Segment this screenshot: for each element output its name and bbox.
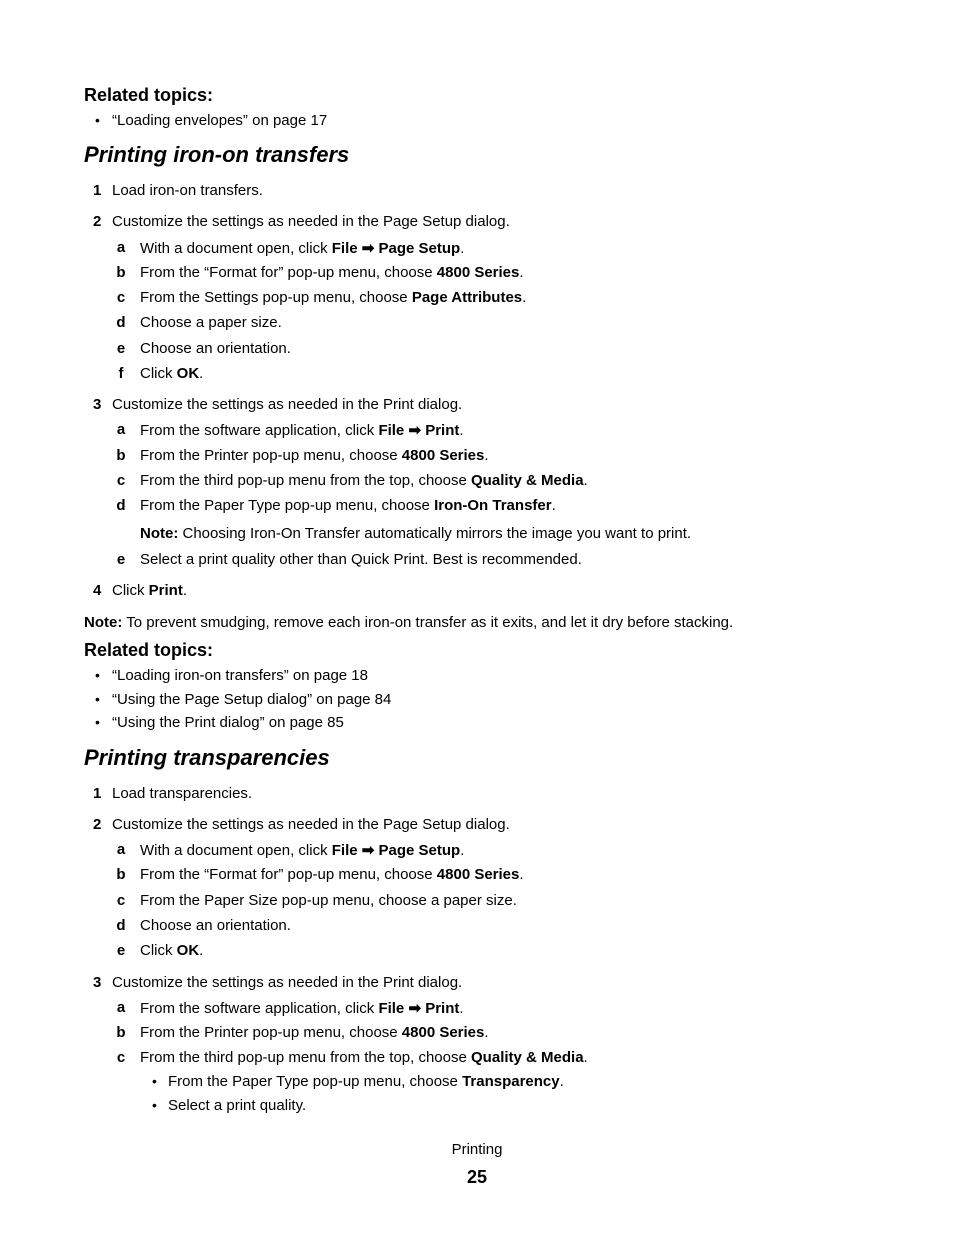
step-text: Customize the settings as needed in the Print dialog.	[112, 974, 463, 991]
substep-letter: b	[116, 1024, 126, 1041]
substep-letter: e	[116, 340, 126, 357]
substep-letter: b	[116, 264, 126, 281]
section-title: Printing transparencies	[84, 745, 330, 770]
substep-text: Choose an orientation.	[140, 340, 291, 357]
substep-letter: a	[116, 999, 126, 1016]
substep-letter: f	[118, 365, 124, 382]
step-number: 4	[93, 582, 102, 599]
step-text: Load iron-on transfers.	[112, 182, 263, 199]
related-link[interactable]: “Loading envelopes” on page 17	[112, 112, 328, 129]
substep-text: With a document open, click File ➡ Page Setup.	[140, 842, 465, 859]
substep-letter: c	[116, 1049, 126, 1066]
step-number: 2	[93, 816, 102, 833]
substep-letter: d	[116, 497, 126, 514]
bullet-icon: •	[152, 1073, 157, 1089]
substep-text: From the Printer pop-up menu, choose 4800 Series.	[140, 1024, 489, 1041]
bullet-text: Select a print quality.	[168, 1097, 307, 1114]
bullet-icon: •	[95, 714, 100, 730]
substep-letter: a	[116, 841, 126, 858]
step-number: 1	[93, 785, 102, 802]
substep-text: From the “Format for” pop-up menu, choose 4800 Series.	[140, 264, 524, 281]
arrow-right-icon: ➡	[361, 240, 375, 257]
substep-letter: c	[116, 472, 126, 489]
related-topics-heading: Related topics:	[84, 640, 214, 660]
note: Note: Choosing Iron-On Transfer automatically mirrors the image you want to print.	[140, 525, 692, 542]
substep-text: From the “Format for” pop-up menu, choose 4800 Series.	[140, 866, 524, 883]
substep-text: From the Printer pop-up menu, choose 4800 Series.	[140, 447, 489, 464]
substep-letter: a	[116, 421, 126, 438]
footer-label: Printing	[451, 1141, 503, 1158]
substep-text: From the Paper Size pop-up menu, choose a paper size.	[140, 892, 517, 909]
substep-letter: e	[116, 942, 126, 959]
substep-text: Select a print quality other than Quick Print. Best is recommended.	[140, 551, 582, 568]
section-title: Printing iron-on transfers	[84, 142, 350, 167]
step-text: Click Print.	[112, 582, 188, 599]
substep-text: From the Paper Type pop-up menu, choose Iron-On Transfer.	[140, 497, 556, 514]
step-number: 3	[93, 396, 102, 413]
bullet-icon: •	[95, 667, 100, 683]
related-link[interactable]: “Using the Page Setup dialog” on page 84	[112, 691, 392, 708]
substep-text: Click OK.	[140, 942, 204, 959]
arrow-right-icon: ➡	[408, 422, 422, 439]
substep-letter: c	[116, 289, 126, 306]
arrow-right-icon: ➡	[361, 842, 375, 859]
note: Note: To prevent smudging, remove each iron-on transfer as it exits, and let it dry before stacking.	[84, 614, 734, 631]
step-text: Customize the settings as needed in the Print dialog.	[112, 396, 463, 413]
step-text: Customize the settings as needed in the Page Setup dialog.	[112, 213, 510, 230]
arrow-right-icon: ➡	[408, 1000, 422, 1017]
substep-text: From the third pop-up menu from the top, choose Quality & Media.	[140, 472, 588, 489]
bullet-text: From the Paper Type pop-up menu, choose Transparency.	[168, 1073, 564, 1090]
substep-letter: d	[116, 917, 126, 934]
substep-text: Choose a paper size.	[140, 314, 282, 331]
substep-letter: a	[116, 239, 126, 256]
substep-text: Click OK.	[140, 365, 204, 382]
substep-text: From the software application, click File ➡ Print.	[140, 422, 464, 439]
substep-text: From the software application, click File ➡ Print.	[140, 1000, 464, 1017]
substep-letter: b	[116, 866, 126, 883]
bullet-icon: •	[152, 1097, 157, 1113]
substep-letter: c	[116, 892, 126, 909]
related-link[interactable]: “Loading iron-on transfers” on page 18	[112, 667, 368, 684]
bullet-icon: •	[95, 112, 100, 128]
step-text: Load transparencies.	[112, 785, 253, 802]
bullet-icon: •	[95, 691, 100, 707]
step-number: 3	[93, 974, 102, 991]
substep-text: Choose an orientation.	[140, 917, 291, 934]
page-number: 25	[466, 1167, 488, 1187]
substep-text: From the third pop-up menu from the top, choose Quality & Media.	[140, 1049, 588, 1066]
substep-letter: d	[116, 314, 126, 331]
related-topics-heading: Related topics:	[84, 85, 214, 105]
substep-text: With a document open, click File ➡ Page Setup.	[140, 240, 465, 257]
related-link[interactable]: “Using the Print dialog” on page 85	[112, 714, 344, 731]
substep-letter: b	[116, 447, 126, 464]
substep-text: From the Settings pop-up menu, choose Page Attributes.	[140, 289, 527, 306]
step-number: 1	[93, 182, 102, 199]
substep-letter: e	[116, 551, 126, 568]
step-text: Customize the settings as needed in the Page Setup dialog.	[112, 816, 510, 833]
step-number: 2	[93, 213, 102, 230]
